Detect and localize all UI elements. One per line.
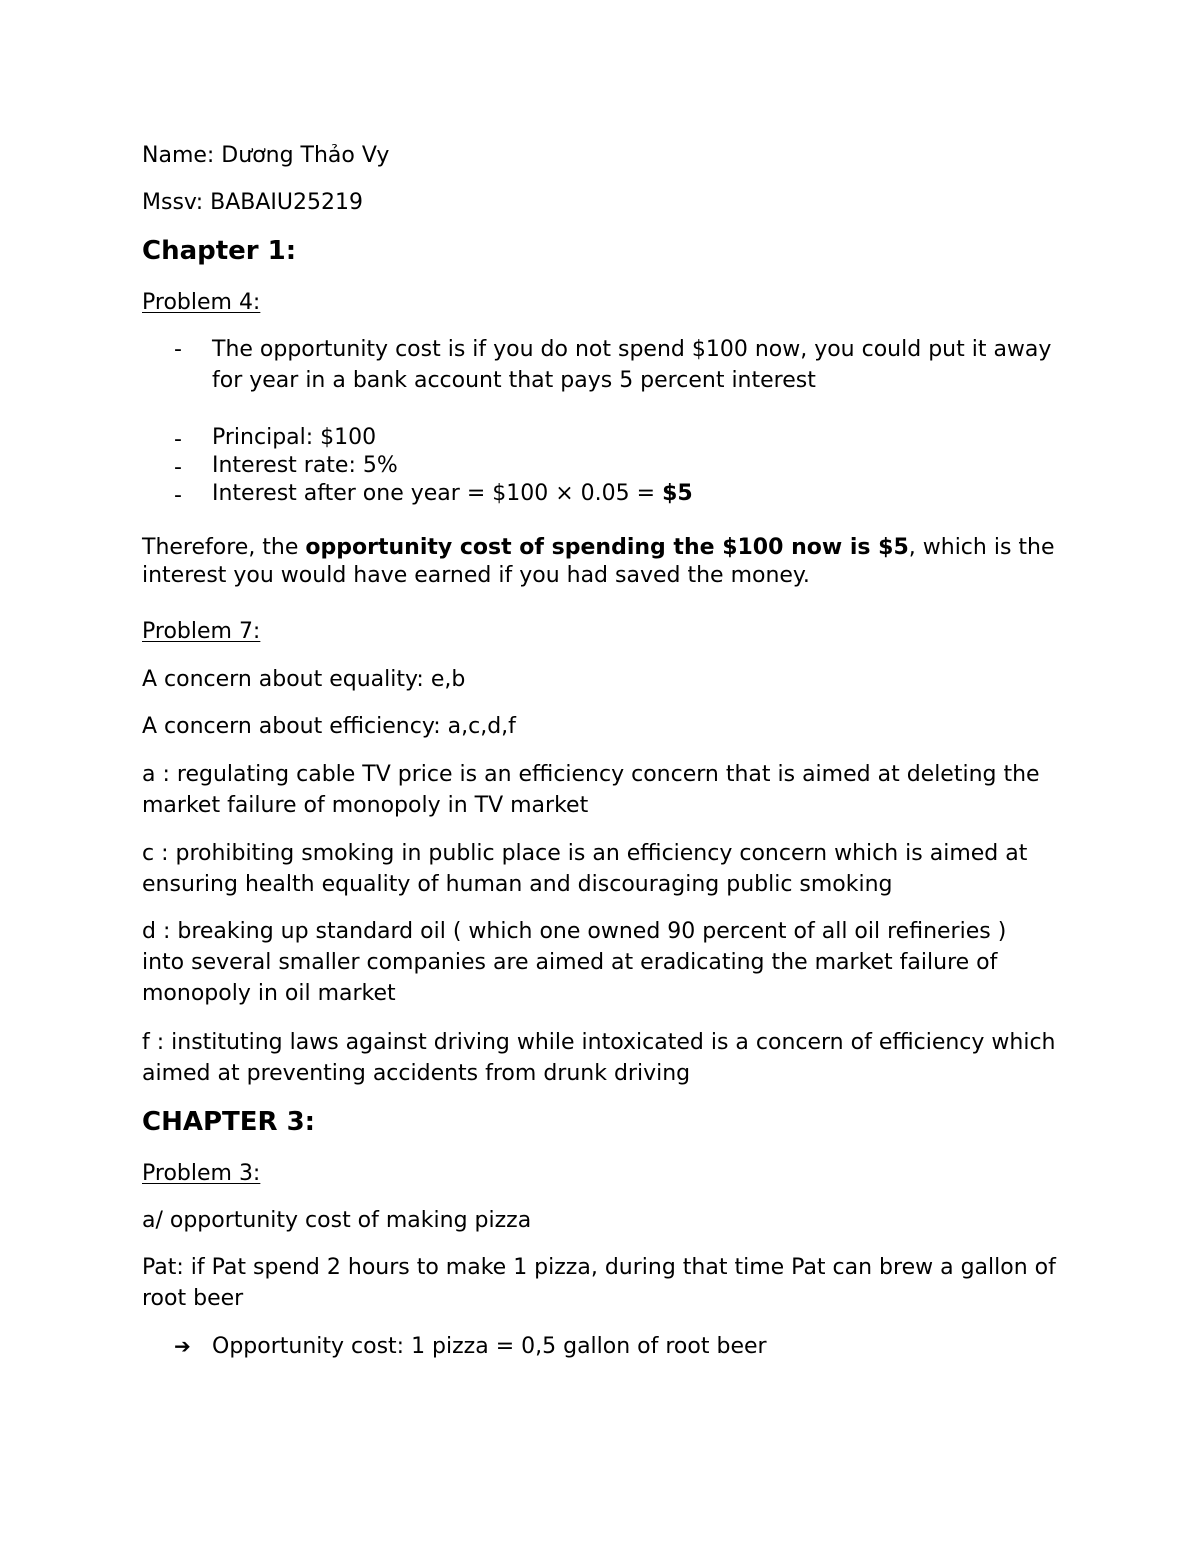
bullet-marker: - [174,427,182,452]
bullet-marker: - [174,337,182,362]
student-id-line: Mssv: BABAIU25219 [142,190,363,215]
conclusion-prefix: Therefore, the [142,535,306,560]
item-a-paragraph: a : regulating cable TV price is an efficiency concern that is aimed at deleting the market failure of monopoly in TV market [142,762,1040,818]
bullet-text: The opportunity cost is if you do not spend $100 now, you could put it away for year in a bank account that pays 5 percent interest [212,337,1052,393]
arrow-item-text: Opportunity cost: 1 pizza = 0,5 gallon of root beer [212,1334,767,1359]
name-line: Name: Dương Thảo Vy [142,143,390,168]
problem-7-label: Problem 7: [142,619,261,644]
item-f-paragraph: f : instituting laws against driving while intoxicated is a concern of efficiency which aimed at preventing accidents from drunk driving [142,1030,1056,1086]
chapter-3-heading: CHAPTER 3: [142,1107,316,1137]
bullet-text [212,480,1072,508]
item-c-paragraph: c : prohibiting smoking in public place is an efficiency concern which is aimed at ensuring health equality of human and discouraging public smoking [142,841,1028,897]
arrow-right-icon: ➔ [174,1334,191,1358]
equality-line: A concern about equality: e,b [142,667,466,692]
conclusion-bold: opportunity cost of spending the $100 now is $5 [305,535,909,560]
problem-4-conclusion [142,534,1072,590]
part-a-line: a/ opportunity cost of making pizza [142,1208,532,1233]
chapter-1-heading: Chapter 1: [142,236,297,266]
bullet-text: Principal: $100 [212,425,377,450]
bullet-text-main: Interest after one year = $100 × 0.05 = [212,481,663,506]
bullet-text: Interest rate: 5% [212,453,398,478]
pat-paragraph: Pat: if Pat spend 2 hours to make 1 pizza, during that time Pat can brew a gallon of root beer [142,1255,1056,1311]
item-d-paragraph: d : breaking up standard oil ( which one owned 90 percent of all oil refineries ) into several smaller companies are aimed at eradicating the market failure of monopoly in oil market [142,919,1007,1006]
bullet-marker: - [174,483,182,508]
efficiency-line: A concern about efficiency: a,c,d,f [142,714,516,739]
bullet-result-bold: $5 [662,481,693,506]
problem-3-label: Problem 3: [142,1161,261,1186]
conclusion-suffix: , which is the interest you would have earned if you had saved the money. [142,535,1055,588]
bullet-marker: - [174,455,182,480]
problem-4-label: Problem 4: [142,290,261,315]
